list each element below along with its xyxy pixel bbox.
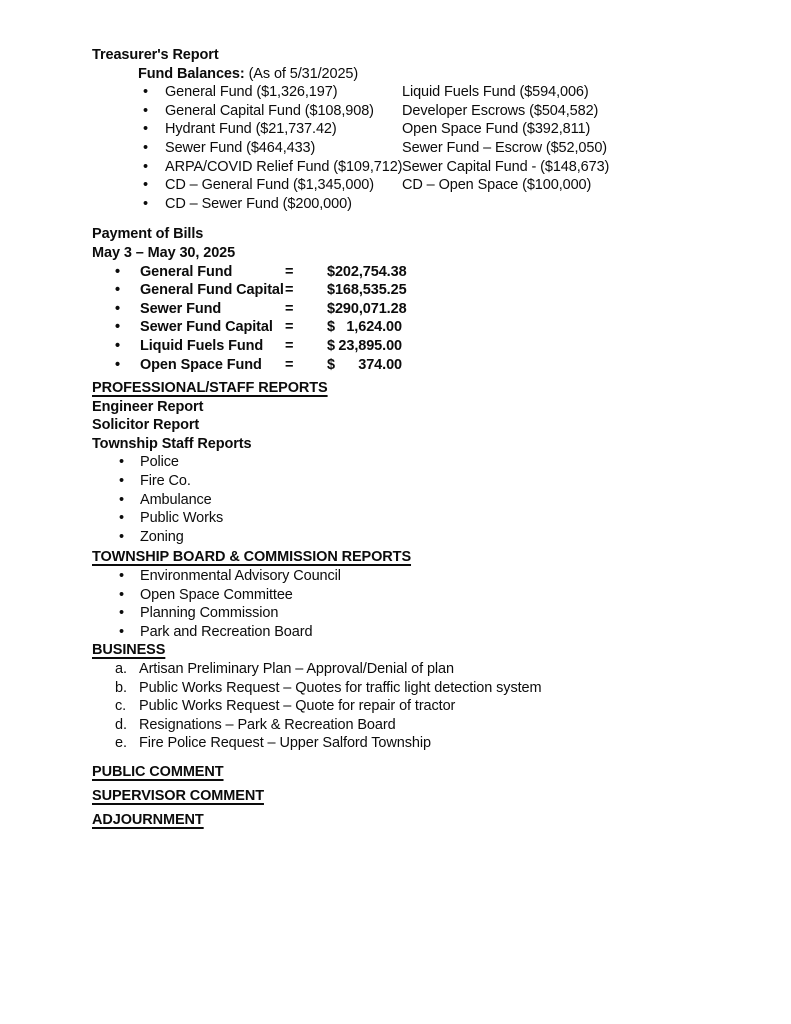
- payment-row: [115, 337, 751, 356]
- staff-report-item: [119, 509, 751, 528]
- amount-value: 202,754.38: [334, 263, 407, 280]
- board-item-label: Park and Recreation Board: [140, 623, 313, 640]
- list-letter: b.: [115, 679, 127, 696]
- fund-balance-right: Sewer Capital Fund - ($148,673): [402, 158, 610, 175]
- payment-row: [115, 356, 751, 375]
- business-item-text: Public Works Request – Quote for repair of tractor: [139, 698, 456, 715]
- bullet-icon: •: [143, 195, 148, 212]
- bullet-icon: •: [119, 623, 124, 640]
- staff-item-label: Fire Co.: [140, 473, 191, 490]
- fund-balance-row: [143, 195, 751, 214]
- board-report-item: [119, 567, 751, 586]
- bullet-icon: •: [115, 263, 120, 280]
- amount-value: 168,535.25: [334, 282, 407, 299]
- bullet-icon: •: [143, 102, 148, 119]
- equals-sign: =: [285, 356, 294, 373]
- business-item-text: Fire Police Request – Upper Salford Township: [139, 735, 431, 752]
- business-item: [115, 734, 751, 753]
- township-staff-reports-heading: Township Staff Reports: [92, 435, 252, 452]
- professional-staff-reports-section: [92, 379, 751, 546]
- public-comment-heading: PUBLIC COMMENT: [92, 763, 224, 780]
- business-item-text: Artisan Preliminary Plan – Approval/Denial of plan: [139, 661, 454, 677]
- payment-amount: [327, 263, 407, 282]
- board-item-label: Environmental Advisory Council: [140, 568, 341, 585]
- staff-report-item: [119, 453, 751, 472]
- treasurers-report-title: Treasurer's Report: [92, 47, 219, 63]
- bullet-icon: •: [119, 605, 124, 622]
- currency-symbol: $: [327, 263, 335, 280]
- fund-balance-left: Hydrant Fund ($21,737.42): [165, 121, 337, 138]
- professional-staff-reports-title: PROFESSIONAL/STAFF REPORTS: [92, 380, 328, 397]
- board-commission-reports-section: [92, 548, 751, 641]
- bullet-icon: •: [115, 356, 120, 373]
- bullet-icon: •: [143, 84, 148, 101]
- business-title: BUSINESS: [92, 642, 166, 659]
- bullet-icon: •: [143, 177, 148, 194]
- bullet-icon: •: [119, 510, 124, 527]
- board-item-label: Planning Commission: [140, 605, 279, 622]
- payment-row: [115, 263, 751, 282]
- fund-balance-right: Liquid Fuels Fund ($594,006): [402, 84, 589, 101]
- bullet-icon: •: [143, 121, 148, 138]
- business-item-text: Public Works Request – Quotes for traffic light detection system: [139, 679, 542, 696]
- bullet-icon: •: [115, 319, 120, 336]
- staff-item-label: Ambulance: [140, 491, 212, 508]
- bullet-icon: •: [119, 568, 124, 585]
- fund-balance-left: CD – General Fund ($1,345,000): [165, 177, 374, 194]
- business-item: [115, 679, 751, 698]
- payment-fund-name: Open Space Fund: [140, 356, 262, 373]
- business-item: [115, 660, 751, 679]
- staff-report-item: [119, 491, 751, 510]
- bullet-icon: •: [119, 491, 124, 508]
- fund-balance-right: CD – Open Space ($100,000): [402, 177, 592, 194]
- business-item-text: Resignations – Park & Recreation Board: [139, 716, 396, 733]
- payment-row: [115, 300, 751, 319]
- fund-balance-row: [143, 158, 751, 177]
- board-report-item: [119, 623, 751, 642]
- solicitor-report-heading: Solicitor Report: [92, 417, 200, 434]
- equals-sign: =: [285, 300, 294, 317]
- staff-item-label: Police: [140, 454, 179, 471]
- fund-balance-row: [143, 120, 751, 139]
- currency-symbol: $: [327, 282, 335, 299]
- bullet-icon: •: [119, 528, 124, 545]
- fund-balances-label: Fund Balances:: [138, 65, 245, 82]
- currency-symbol: $: [327, 300, 335, 317]
- list-letter: a.: [115, 661, 127, 677]
- treasurers-report-section: [92, 46, 751, 213]
- payment-of-bills-title: Payment of Bills: [92, 226, 204, 243]
- amount-value: 290,071.28: [334, 300, 407, 317]
- closing-section: [92, 763, 751, 830]
- fund-balance-row: [143, 83, 751, 102]
- payment-fund-name: Sewer Fund Capital: [140, 319, 273, 336]
- payment-fund-name: Liquid Fuels Fund: [140, 337, 264, 354]
- payment-of-bills-section: [92, 225, 751, 374]
- payment-row: [115, 318, 751, 337]
- business-item: [115, 716, 751, 735]
- staff-item-label: Zoning: [140, 528, 184, 545]
- fund-balance-left: CD – Sewer Fund ($200,000): [165, 195, 352, 212]
- fund-balance-left: Sewer Fund ($464,433): [165, 139, 316, 156]
- payment-amount: [327, 300, 407, 319]
- payment-fund-name: Sewer Fund: [140, 300, 222, 317]
- board-report-item: [119, 604, 751, 623]
- currency-symbol: $: [327, 337, 335, 354]
- bullet-icon: •: [119, 473, 124, 490]
- amount-value: 374.00: [358, 356, 402, 373]
- board-item-label: Open Space Committee: [140, 586, 293, 603]
- fund-balance-row: [143, 139, 751, 158]
- bullet-icon: •: [115, 282, 120, 299]
- fund-balance-right: Developer Escrows ($504,582): [402, 102, 599, 119]
- fund-balance-left: General Fund ($1,326,197): [165, 84, 338, 101]
- bullet-icon: •: [115, 300, 120, 317]
- fund-balance-row: [143, 176, 751, 195]
- currency-symbol: $: [327, 356, 335, 373]
- fund-balance-right: Sewer Fund – Escrow ($52,050): [402, 139, 608, 156]
- adjournment-heading: ADJOURNMENT: [92, 811, 204, 828]
- business-section: [92, 641, 751, 753]
- payment-row: [115, 281, 751, 300]
- staff-item-label: Public Works: [140, 510, 224, 527]
- fund-balances-heading: [138, 65, 751, 84]
- amount-value: 1,624.00: [346, 319, 402, 336]
- bullet-icon: •: [143, 158, 148, 175]
- fund-balances-asof-date: (As of 5/31/2025): [248, 65, 359, 82]
- bullet-icon: •: [115, 337, 120, 354]
- equals-sign: =: [285, 337, 294, 354]
- currency-symbol: $: [327, 319, 335, 336]
- equals-sign: =: [285, 263, 294, 280]
- payment-amount: [327, 318, 402, 337]
- payment-fund-name: General Fund: [140, 263, 233, 280]
- staff-report-item: [119, 472, 751, 491]
- board-report-item: [119, 586, 751, 605]
- equals-sign: =: [285, 319, 294, 336]
- equals-sign: =: [285, 282, 294, 299]
- list-letter: d.: [115, 716, 127, 733]
- payment-amount: [327, 281, 407, 300]
- engineer-report-heading: Engineer Report: [92, 398, 204, 415]
- supervisor-comment-heading: SUPERVISOR COMMENT: [92, 787, 264, 804]
- fund-balance-left: General Capital Fund ($108,908): [165, 102, 374, 119]
- fund-balance-right: Open Space Fund ($392,811): [402, 121, 591, 138]
- board-commission-reports-title: TOWNSHIP BOARD & COMMISSION REPORTS: [92, 549, 412, 566]
- payment-amount: [327, 356, 402, 375]
- bullet-icon: •: [119, 454, 124, 471]
- payment-amount: [327, 337, 402, 356]
- business-item: [115, 697, 751, 716]
- bullet-icon: •: [143, 139, 148, 156]
- amount-value: 23,895.00: [338, 337, 402, 354]
- list-letter: c.: [115, 698, 127, 715]
- list-letter: e.: [115, 735, 127, 752]
- staff-report-item: [119, 528, 751, 547]
- fund-balance-left: ARPA/COVID Relief Fund ($109,712): [165, 158, 403, 175]
- payment-fund-name: General Fund Capital: [140, 282, 284, 299]
- bullet-icon: •: [119, 586, 124, 603]
- fund-balance-row: [143, 102, 751, 121]
- payment-date-range: May 3 – May 30, 2025: [92, 244, 236, 261]
